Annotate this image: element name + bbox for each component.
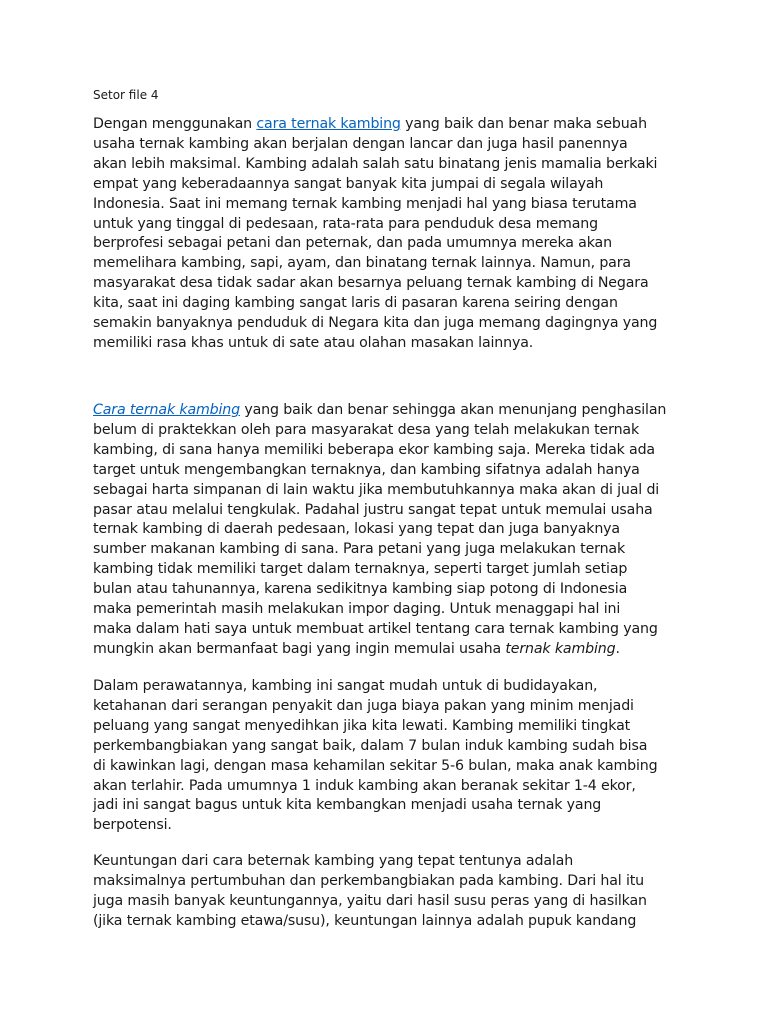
text-line bbox=[93, 274, 679, 294]
text-line bbox=[93, 254, 679, 274]
text-segment: kambing tidak memiliki target dalam ternaknya, seperti target jumlah setiap bbox=[93, 561, 628, 578]
text-segment: akan lebih maksimal. Kambing adalah salah satu binatang jenis mamalia berkaki bbox=[93, 155, 658, 172]
text-line bbox=[93, 234, 679, 254]
text-segment: memelihara kambing, sapi, ayam, dan binatang ternak lainnya. Namun, para bbox=[93, 255, 631, 272]
text-segment: maksimalnya pertumbuhan dan perkembangbiakan pada kambing. Dari hal itu bbox=[93, 872, 645, 889]
text-segment: juga masih banyak keuntungannya, yaitu dari hasil susu peras yang di hasilkan bbox=[93, 892, 647, 909]
text-segment: belum di praktekkan oleh para masyarakat desa yang telah melakukan ternak bbox=[93, 421, 640, 438]
text-line bbox=[93, 461, 679, 481]
text-line bbox=[93, 697, 679, 717]
text-line bbox=[93, 560, 679, 580]
text-segment: mungkin akan bermanfaat bagi yang ingin memulai usaha bbox=[93, 640, 506, 657]
text-segment: perkembangbiakan yang sangat baik, dalam 7 bulan induk kambing sudah bisa bbox=[93, 737, 648, 754]
text-line bbox=[93, 294, 679, 314]
text-line bbox=[93, 912, 679, 932]
text-line bbox=[93, 135, 679, 155]
text-segment: empat yang keberadaannya sangat banyak kita jumpai di segala wilayah bbox=[93, 175, 604, 192]
text-line bbox=[93, 481, 679, 501]
text-line bbox=[93, 175, 679, 195]
text-segment: maka dalam hati saya untuk membuat artikel tentang cara ternak kambing yang bbox=[93, 620, 658, 637]
text-segment: berprofesi sebagai petani dan peternak, dan pada umumnya mereka akan bbox=[93, 235, 612, 252]
text-segment: peluang yang sangat menyedihkan jika kita lewati. Kambing memiliki tingkat bbox=[93, 717, 631, 734]
text-line bbox=[93, 334, 679, 354]
text-segment: ternak kambing di daerah pedesaan, lokasi yang tepat dan juga banyaknya bbox=[93, 521, 620, 538]
text-segment: memiliki rasa khas untuk di sate atau olahan masakan lainnya. bbox=[93, 334, 534, 351]
hyperlink-cara-ternak-kambing[interactable]: Cara ternak kambing bbox=[93, 402, 240, 418]
text-segment: yang baik dan benar maka sebuah bbox=[400, 116, 647, 132]
text-line bbox=[93, 872, 679, 892]
text-segment: target untuk mengembangkan ternaknya, dan kambing sifatnya adalah hanya bbox=[93, 461, 640, 478]
text-segment: . bbox=[615, 640, 620, 657]
text-line bbox=[93, 640, 679, 660]
hyperlink-cara-ternak-kambing[interactable]: cara ternak kambing bbox=[256, 116, 401, 132]
text-segment: Keuntungan dari cara beternak kambing yang tepat tentunya adalah bbox=[93, 853, 574, 869]
document-heading: Setor file 4 bbox=[93, 88, 159, 102]
text-line bbox=[93, 421, 679, 441]
text-segment: sumber makanan kambing di sana. Para petani yang juga melakukan ternak bbox=[93, 541, 626, 558]
text-segment: jadi ini sangat bagus untuk kita kembangkan menjadi usaha ternak yang bbox=[93, 797, 602, 814]
text-segment: berpotensi. bbox=[93, 817, 172, 834]
text-line bbox=[93, 757, 679, 777]
text-segment: di kawinkan lagi, dengan masa kehamilan sekitar 5-6 bulan, maka anak kambing bbox=[93, 757, 658, 774]
text-segment: bulan atau tahunannya, karena sedikitnya kambing siap potong di Indonesia bbox=[93, 581, 628, 598]
text-segment: maka pemerintah masih melakukan impor daging. Untuk menaggapi hal ini bbox=[93, 601, 621, 618]
text-line bbox=[93, 737, 679, 757]
text-segment: yang baik dan benar sehingga akan menunjang penghasilan bbox=[240, 402, 667, 418]
text-line bbox=[93, 115, 679, 135]
text-line bbox=[93, 540, 679, 560]
text-line bbox=[93, 401, 679, 421]
text-line bbox=[93, 816, 679, 836]
text-segment: masyarakat desa tidak sadar akan besarnya peluang ternak kambing di Negara bbox=[93, 275, 649, 292]
text-line bbox=[93, 600, 679, 620]
emphasis-text: ternak kambing bbox=[505, 640, 616, 657]
text-segment: kita, saat ini daging kambing sangat laris di pasaran karena seiring dengan bbox=[93, 295, 618, 312]
text-segment: Dengan menggunakan bbox=[93, 116, 257, 132]
text-line bbox=[93, 520, 679, 540]
text-segment: untuk yang tinggal di pedesaan, rata-rata para penduduk desa memang bbox=[93, 215, 598, 232]
text-line bbox=[93, 195, 679, 215]
text-line bbox=[93, 314, 679, 334]
paragraph-1 bbox=[93, 115, 679, 354]
text-line bbox=[93, 852, 679, 872]
text-segment: usaha ternak kambing akan berjalan dengan lancar dan juga hasil panennya bbox=[93, 135, 628, 152]
text-segment: kambing, di sana hanya memiliki beberapa ekor kambing saja. Mereka tidak ada bbox=[93, 441, 655, 458]
paragraph-2 bbox=[93, 401, 679, 660]
paragraph-4 bbox=[93, 852, 679, 932]
text-segment: ketahanan dari serangan penyakit dan juga biaya pakan yang minim menjadi bbox=[93, 697, 634, 714]
text-line bbox=[93, 501, 679, 521]
text-line bbox=[93, 155, 679, 175]
text-segment: Dalam perawatannya, kambing ini sangat mudah untuk di budidayakan, bbox=[93, 678, 598, 694]
text-line bbox=[93, 677, 679, 697]
text-line bbox=[93, 441, 679, 461]
text-segment: sebagai harta simpanan di lain waktu jika membutuhkannya maka akan di jual di bbox=[93, 481, 660, 498]
text-segment: semakin banyaknya penduduk di Negara kita dan juga memang dagingnya yang bbox=[93, 315, 658, 332]
text-line bbox=[93, 215, 679, 235]
text-line bbox=[93, 580, 679, 600]
text-segment: Indonesia. Saat ini memang ternak kambing menjadi hal yang biasa terutama bbox=[93, 195, 637, 212]
text-line bbox=[93, 892, 679, 912]
paragraph-3 bbox=[93, 677, 679, 836]
text-line bbox=[93, 620, 679, 640]
text-segment: akan terlahir. Pada umumnya 1 induk kambing akan beranak sekitar 1-4 ekor, bbox=[93, 777, 636, 794]
text-segment: (jika ternak kambing etawa/susu), keuntungan lainnya adalah pupuk kandang bbox=[93, 912, 637, 929]
text-line bbox=[93, 777, 679, 797]
text-line bbox=[93, 796, 679, 816]
text-segment: pasar atau melalui tengkulak. Padahal justru sangat tepat untuk memulai usaha bbox=[93, 501, 653, 518]
text-line bbox=[93, 717, 679, 737]
